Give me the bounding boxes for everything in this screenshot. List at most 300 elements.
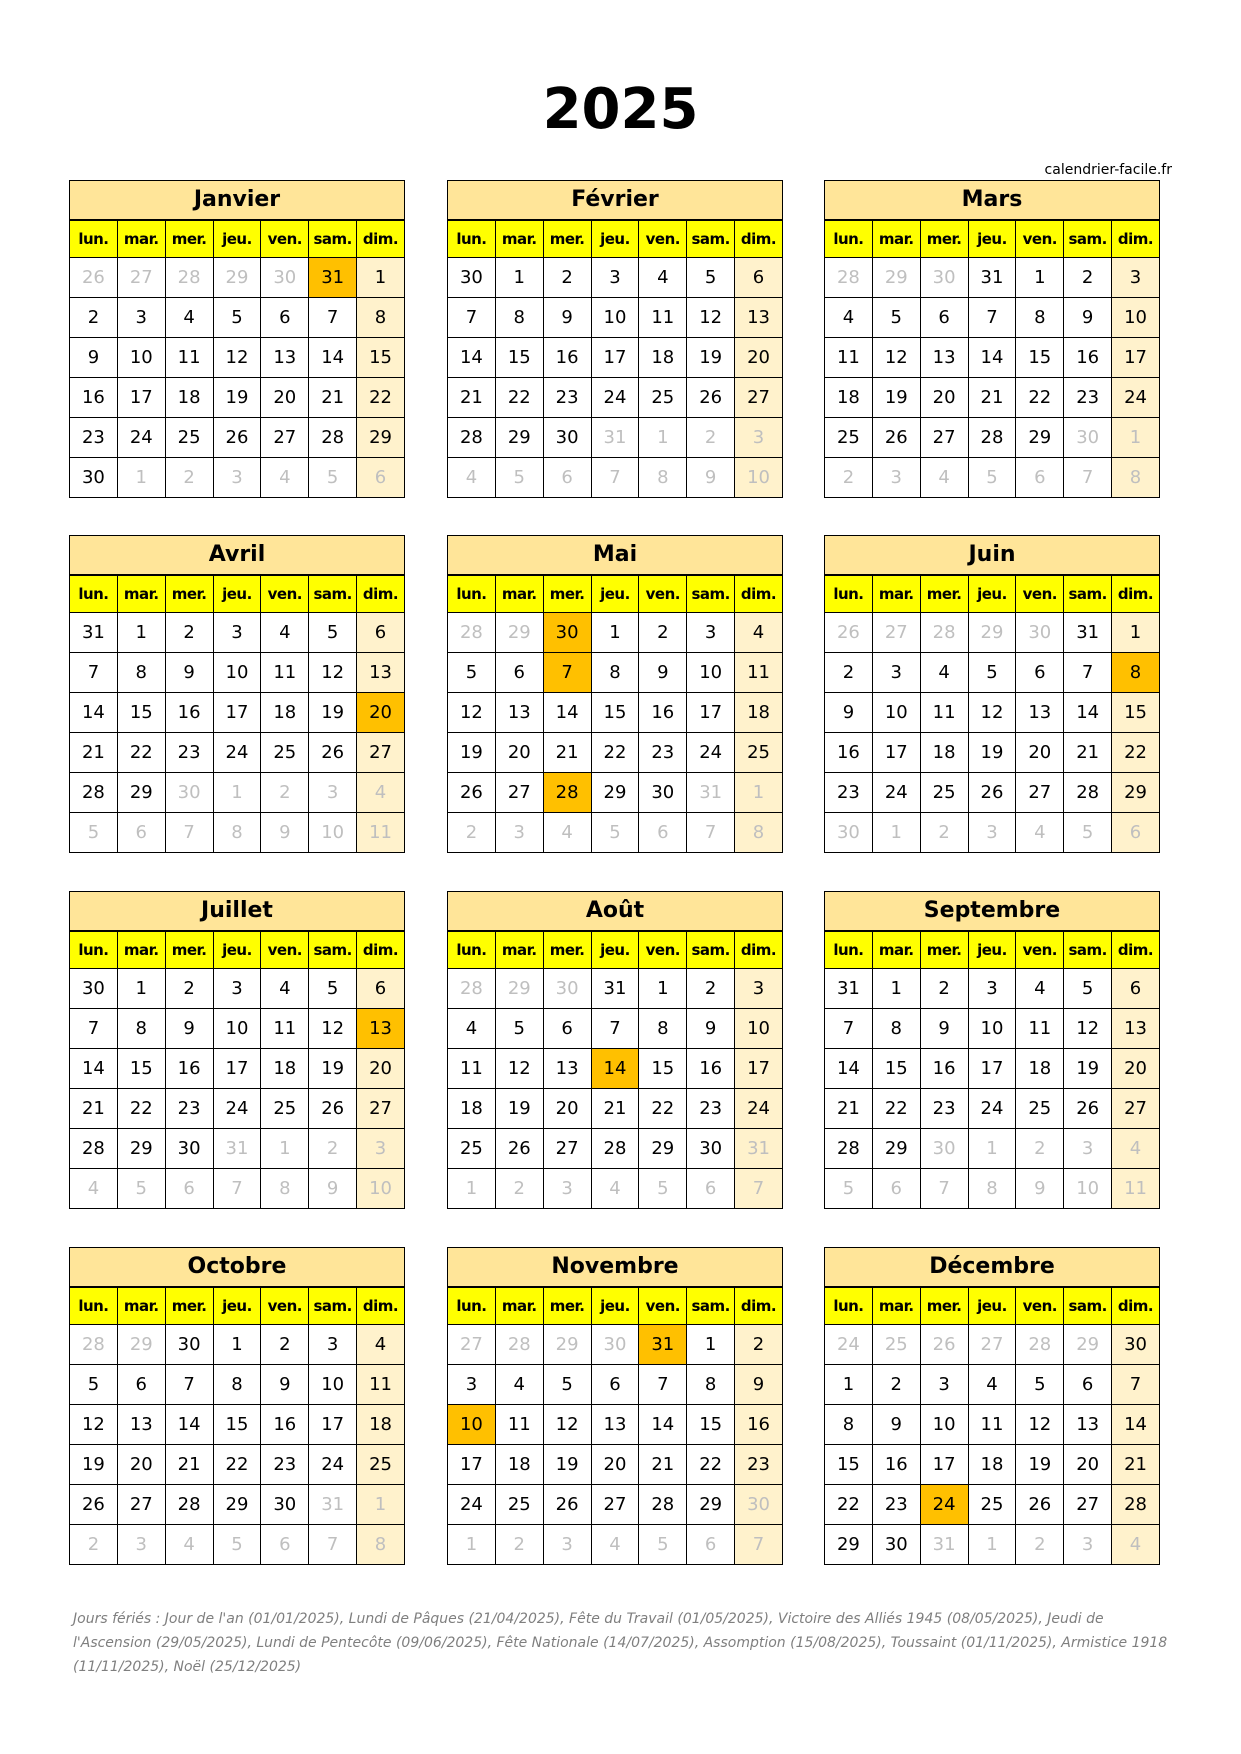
week-row <box>448 378 783 418</box>
day-cell: 12 <box>495 1049 543 1089</box>
week-row <box>825 1129 1160 1169</box>
week-row <box>825 613 1160 653</box>
week-row <box>70 1089 405 1129</box>
day-cell: 27 <box>920 418 968 458</box>
day-cell: 14 <box>1112 1405 1160 1445</box>
day-cell: 29 <box>213 1485 261 1525</box>
holiday-cell: 20 <box>357 693 405 733</box>
weekday-header: lun. <box>70 221 118 258</box>
day-cell: 1 <box>357 258 405 298</box>
day-cell: 7 <box>70 653 118 693</box>
month-5 <box>447 535 783 853</box>
day-cell: 23 <box>920 1089 968 1129</box>
day-cell: 29 <box>495 418 543 458</box>
week-row <box>70 733 405 773</box>
day-cell: 3 <box>920 1365 968 1405</box>
day-cell: 13 <box>1112 1009 1160 1049</box>
day-cell: 10 <box>687 653 735 693</box>
week-row <box>825 378 1160 418</box>
weekday-header: jeu. <box>591 221 639 258</box>
day-cell: 15 <box>872 1049 920 1089</box>
day-cell: 11 <box>261 653 309 693</box>
day-cell: 22 <box>687 1445 735 1485</box>
week-row <box>70 338 405 378</box>
adjacent-day-cell: 6 <box>639 813 687 853</box>
adjacent-day-cell: 28 <box>70 1325 118 1365</box>
adjacent-day-cell: 2 <box>825 458 873 498</box>
day-cell: 16 <box>639 693 687 733</box>
adjacent-day-cell: 4 <box>591 1169 639 1209</box>
day-cell: 27 <box>261 418 309 458</box>
day-cell: 3 <box>213 613 261 653</box>
day-cell: 8 <box>213 1365 261 1405</box>
weekday-header: sam. <box>1064 576 1112 613</box>
adjacent-day-cell: 31 <box>920 1525 968 1565</box>
day-cell: 24 <box>872 773 920 813</box>
day-cell: 22 <box>495 378 543 418</box>
day-cell: 7 <box>70 1009 118 1049</box>
day-cell: 22 <box>825 1485 873 1525</box>
holiday-cell: 24 <box>920 1485 968 1525</box>
day-cell: 25 <box>920 773 968 813</box>
week-row <box>825 733 1160 773</box>
adjacent-day-cell: 2 <box>165 458 213 498</box>
day-cell: 22 <box>117 1089 165 1129</box>
day-cell: 25 <box>448 1129 496 1169</box>
month-12 <box>824 1247 1160 1565</box>
site-credit: calendrier-facile.fr <box>1044 162 1172 178</box>
day-cell: 25 <box>261 1089 309 1129</box>
weekday-header: jeu. <box>968 221 1016 258</box>
weekday-header: ven. <box>261 932 309 969</box>
day-cell: 21 <box>543 733 591 773</box>
day-cell: 20 <box>735 338 783 378</box>
adjacent-day-cell: 30 <box>165 773 213 813</box>
day-cell: 2 <box>872 1365 920 1405</box>
day-cell: 4 <box>357 1325 405 1365</box>
weekday-header: lun. <box>448 221 496 258</box>
day-cell: 28 <box>165 1485 213 1525</box>
day-cell: 23 <box>825 773 873 813</box>
day-cell: 26 <box>872 418 920 458</box>
weekday-header: mer. <box>920 576 968 613</box>
adjacent-day-cell: 29 <box>543 1325 591 1365</box>
weekday-header: ven. <box>639 576 687 613</box>
day-cell: 15 <box>687 1405 735 1445</box>
weekday-header: sam. <box>687 932 735 969</box>
adjacent-day-cell: 5 <box>117 1169 165 1209</box>
day-cell: 21 <box>70 733 118 773</box>
adjacent-day-cell: 29 <box>495 969 543 1009</box>
day-cell: 18 <box>495 1445 543 1485</box>
holiday-cell: 31 <box>639 1325 687 1365</box>
day-cell: 17 <box>735 1049 783 1089</box>
day-cell: 21 <box>1064 733 1112 773</box>
day-cell: 27 <box>591 1485 639 1525</box>
day-cell: 17 <box>117 378 165 418</box>
day-cell: 29 <box>687 1485 735 1525</box>
week-row <box>448 613 783 653</box>
day-cell: 5 <box>1064 969 1112 1009</box>
day-cell: 11 <box>639 298 687 338</box>
month-grid <box>824 575 1160 853</box>
week-row <box>825 1089 1160 1129</box>
week-row <box>70 1525 405 1565</box>
day-cell: 25 <box>165 418 213 458</box>
weekday-header: mar. <box>872 932 920 969</box>
day-cell: 21 <box>70 1089 118 1129</box>
day-cell: 31 <box>825 969 873 1009</box>
weekday-header: sam. <box>309 221 357 258</box>
day-cell: 10 <box>591 298 639 338</box>
adjacent-day-cell: 1 <box>261 1129 309 1169</box>
day-cell: 30 <box>1112 1325 1160 1365</box>
day-cell: 9 <box>872 1405 920 1445</box>
day-cell: 27 <box>117 1485 165 1525</box>
month-title: Septembre <box>824 891 1160 931</box>
day-cell: 19 <box>213 378 261 418</box>
day-cell: 23 <box>543 378 591 418</box>
adjacent-day-cell: 3 <box>357 1129 405 1169</box>
month-8 <box>447 891 783 1209</box>
weekday-header: ven. <box>261 576 309 613</box>
adjacent-day-cell: 28 <box>448 613 496 653</box>
month-title: Août <box>447 891 783 931</box>
day-cell: 19 <box>70 1445 118 1485</box>
day-cell: 4 <box>448 1009 496 1049</box>
month-1 <box>69 180 405 498</box>
week-row <box>825 338 1160 378</box>
weekday-header: jeu. <box>591 932 639 969</box>
adjacent-day-cell: 30 <box>261 258 309 298</box>
day-cell: 11 <box>825 338 873 378</box>
day-cell: 21 <box>591 1089 639 1129</box>
day-cell: 13 <box>117 1405 165 1445</box>
day-cell: 6 <box>1016 653 1064 693</box>
day-cell: 2 <box>735 1325 783 1365</box>
adjacent-day-cell: 7 <box>1064 458 1112 498</box>
weekday-header: jeu. <box>591 1288 639 1325</box>
weekday-header: jeu. <box>213 932 261 969</box>
day-cell: 12 <box>448 693 496 733</box>
day-cell: 16 <box>543 338 591 378</box>
day-cell: 7 <box>825 1009 873 1049</box>
day-cell: 8 <box>687 1365 735 1405</box>
day-cell: 27 <box>735 378 783 418</box>
day-cell: 20 <box>1016 733 1064 773</box>
adjacent-day-cell: 6 <box>165 1169 213 1209</box>
month-grid <box>824 1287 1160 1565</box>
adjacent-day-cell: 27 <box>872 613 920 653</box>
day-cell: 21 <box>968 378 1016 418</box>
day-cell: 13 <box>1064 1405 1112 1445</box>
day-cell: 24 <box>309 1445 357 1485</box>
weekday-header: mar. <box>495 932 543 969</box>
week-row <box>825 1325 1160 1365</box>
day-cell: 6 <box>117 1365 165 1405</box>
adjacent-day-cell: 30 <box>920 258 968 298</box>
day-cell: 30 <box>872 1525 920 1565</box>
day-cell: 18 <box>968 1445 1016 1485</box>
week-row <box>70 1009 405 1049</box>
adjacent-day-cell: 8 <box>639 458 687 498</box>
day-cell: 7 <box>448 298 496 338</box>
month-grid <box>447 220 783 498</box>
day-cell: 20 <box>261 378 309 418</box>
day-cell: 30 <box>70 458 118 498</box>
day-cell: 10 <box>309 1365 357 1405</box>
weekday-header: dim. <box>1112 1288 1160 1325</box>
day-cell: 20 <box>117 1445 165 1485</box>
week-row <box>70 653 405 693</box>
weekday-header: mar. <box>872 221 920 258</box>
day-cell: 23 <box>165 1089 213 1129</box>
adjacent-day-cell: 4 <box>920 458 968 498</box>
adjacent-day-cell: 3 <box>543 1525 591 1565</box>
day-cell: 22 <box>213 1445 261 1485</box>
week-row <box>825 1405 1160 1445</box>
day-cell: 16 <box>825 733 873 773</box>
adjacent-day-cell: 1 <box>1112 418 1160 458</box>
week-row <box>70 1129 405 1169</box>
day-cell: 22 <box>117 733 165 773</box>
day-cell: 7 <box>639 1365 687 1405</box>
day-cell: 21 <box>825 1089 873 1129</box>
day-cell: 15 <box>357 338 405 378</box>
week-row <box>448 1405 783 1445</box>
day-cell: 5 <box>309 969 357 1009</box>
day-cell: 30 <box>639 773 687 813</box>
weekday-header: lun. <box>825 221 873 258</box>
day-cell: 14 <box>968 338 1016 378</box>
adjacent-day-cell: 28 <box>920 613 968 653</box>
weekday-header: jeu. <box>213 1288 261 1325</box>
holiday-cell: 14 <box>591 1049 639 1089</box>
day-cell: 11 <box>1016 1009 1064 1049</box>
week-row <box>70 458 405 498</box>
day-cell: 28 <box>309 418 357 458</box>
adjacent-day-cell: 5 <box>70 813 118 853</box>
day-cell: 31 <box>591 969 639 1009</box>
day-cell: 2 <box>261 1325 309 1365</box>
adjacent-day-cell: 2 <box>70 1525 118 1565</box>
day-cell: 1 <box>495 258 543 298</box>
day-cell: 2 <box>165 969 213 1009</box>
holiday-cell: 7 <box>543 653 591 693</box>
day-cell: 9 <box>1064 298 1112 338</box>
day-cell: 4 <box>261 613 309 653</box>
day-cell: 13 <box>495 693 543 733</box>
day-cell: 3 <box>735 969 783 1009</box>
day-cell: 28 <box>70 1129 118 1169</box>
day-cell: 3 <box>1112 258 1160 298</box>
day-cell: 9 <box>735 1365 783 1405</box>
weekday-header: lun. <box>70 932 118 969</box>
weekday-header: lun. <box>825 1288 873 1325</box>
weekday-header: mar. <box>117 1288 165 1325</box>
day-cell: 1 <box>639 969 687 1009</box>
adjacent-day-cell: 3 <box>213 458 261 498</box>
day-cell: 23 <box>639 733 687 773</box>
day-cell: 29 <box>117 773 165 813</box>
weekday-header: mar. <box>117 576 165 613</box>
day-cell: 2 <box>639 613 687 653</box>
adjacent-day-cell: 10 <box>1064 1169 1112 1209</box>
day-cell: 13 <box>735 298 783 338</box>
week-row <box>70 378 405 418</box>
day-cell: 6 <box>735 258 783 298</box>
adjacent-day-cell: 2 <box>687 418 735 458</box>
weekday-header: ven. <box>639 221 687 258</box>
month-grid <box>69 575 405 853</box>
month-11 <box>447 1247 783 1565</box>
adjacent-day-cell: 4 <box>165 1525 213 1565</box>
weekday-header: dim. <box>1112 221 1160 258</box>
adjacent-day-cell: 28 <box>495 1325 543 1365</box>
day-cell: 7 <box>165 1365 213 1405</box>
adjacent-day-cell: 2 <box>448 813 496 853</box>
day-cell: 24 <box>968 1089 1016 1129</box>
day-cell: 23 <box>70 418 118 458</box>
day-cell: 16 <box>165 1049 213 1089</box>
adjacent-day-cell: 9 <box>309 1169 357 1209</box>
adjacent-day-cell: 5 <box>639 1169 687 1209</box>
weekday-header: dim. <box>1112 576 1160 613</box>
holiday-cell: 31 <box>309 258 357 298</box>
day-cell: 30 <box>70 969 118 1009</box>
day-cell: 26 <box>309 1089 357 1129</box>
calendar-year-title: 2025 <box>542 77 699 142</box>
weekday-header: dim. <box>735 932 783 969</box>
day-cell: 17 <box>309 1405 357 1445</box>
week-row <box>70 418 405 458</box>
adjacent-day-cell: 10 <box>309 813 357 853</box>
day-cell: 10 <box>1112 298 1160 338</box>
adjacent-day-cell: 25 <box>872 1325 920 1365</box>
day-cell: 13 <box>920 338 968 378</box>
day-cell: 7 <box>309 298 357 338</box>
day-cell: 28 <box>70 773 118 813</box>
week-row <box>825 458 1160 498</box>
day-cell: 3 <box>117 298 165 338</box>
adjacent-day-cell: 27 <box>968 1325 1016 1365</box>
day-cell: 21 <box>639 1445 687 1485</box>
week-row <box>825 418 1160 458</box>
adjacent-day-cell: 30 <box>543 969 591 1009</box>
adjacent-day-cell: 1 <box>448 1169 496 1209</box>
day-cell: 22 <box>357 378 405 418</box>
weekday-header: dim. <box>357 576 405 613</box>
adjacent-day-cell: 4 <box>591 1525 639 1565</box>
day-cell: 6 <box>357 613 405 653</box>
weekday-header: dim. <box>357 932 405 969</box>
day-cell: 24 <box>735 1089 783 1129</box>
day-cell: 5 <box>309 613 357 653</box>
adjacent-day-cell: 7 <box>213 1169 261 1209</box>
adjacent-day-cell: 5 <box>639 1525 687 1565</box>
adjacent-day-cell: 1 <box>968 1525 1016 1565</box>
day-cell: 14 <box>309 338 357 378</box>
day-cell: 9 <box>825 693 873 733</box>
month-9 <box>824 891 1160 1209</box>
adjacent-day-cell: 28 <box>448 969 496 1009</box>
adjacent-day-cell: 1 <box>357 1485 405 1525</box>
day-cell: 16 <box>872 1445 920 1485</box>
day-cell: 15 <box>117 1049 165 1089</box>
day-cell: 26 <box>968 773 1016 813</box>
day-cell: 9 <box>165 1009 213 1049</box>
adjacent-day-cell: 26 <box>920 1325 968 1365</box>
day-cell: 18 <box>735 693 783 733</box>
day-cell: 27 <box>1016 773 1064 813</box>
month-grid <box>824 931 1160 1209</box>
holiday-cell: 10 <box>448 1405 496 1445</box>
weekday-header: sam. <box>687 221 735 258</box>
day-cell: 16 <box>920 1049 968 1089</box>
week-row <box>448 969 783 1009</box>
day-cell: 21 <box>1112 1445 1160 1485</box>
weekday-header: lun. <box>825 932 873 969</box>
weekday-header: dim. <box>357 221 405 258</box>
day-cell: 23 <box>261 1445 309 1485</box>
day-cell: 20 <box>1064 1445 1112 1485</box>
weekday-header: sam. <box>309 1288 357 1325</box>
adjacent-day-cell: 4 <box>543 813 591 853</box>
adjacent-day-cell: 5 <box>1064 813 1112 853</box>
day-cell: 3 <box>448 1365 496 1405</box>
week-row <box>448 258 783 298</box>
month-grid <box>447 575 783 853</box>
day-cell: 14 <box>639 1405 687 1445</box>
day-cell: 10 <box>213 1009 261 1049</box>
weekday-header: sam. <box>1064 932 1112 969</box>
adjacent-day-cell: 6 <box>543 458 591 498</box>
weekday-header: lun. <box>448 1288 496 1325</box>
day-cell: 21 <box>165 1445 213 1485</box>
day-cell: 22 <box>1016 378 1064 418</box>
weekday-header: dim. <box>735 221 783 258</box>
weekday-header: mar. <box>872 576 920 613</box>
day-cell: 28 <box>825 1129 873 1169</box>
week-row <box>448 1129 783 1169</box>
day-cell: 10 <box>213 653 261 693</box>
day-cell: 4 <box>495 1365 543 1405</box>
day-cell: 14 <box>165 1405 213 1445</box>
weekday-header: jeu. <box>968 1288 1016 1325</box>
day-cell: 2 <box>1064 258 1112 298</box>
day-cell: 8 <box>825 1405 873 1445</box>
day-cell: 13 <box>543 1049 591 1089</box>
week-row <box>825 969 1160 1009</box>
adjacent-day-cell: 9 <box>687 458 735 498</box>
adjacent-day-cell: 5 <box>591 813 639 853</box>
day-cell: 31 <box>70 613 118 653</box>
day-cell: 8 <box>117 1009 165 1049</box>
day-cell: 29 <box>872 1129 920 1169</box>
day-cell: 27 <box>543 1129 591 1169</box>
holidays-note: Jours fériés : Jour de l'an (01/01/2025), Lundi de Pâques (21/04/2025), Fête du Travail (01/05/2025), Victoire des Alliés 1945 (08/05/2025), Jeudi de l'Ascension (29/05/2025), Lundi de Pentecôte (09/06/2025), Fête Nationale (14/07/2025), Assomption (15/08/2025), Toussaint (01/11/2025), Armistice 1918 (11/11/2025), Noël (25/12/2025) <box>73 1611 1168 1675</box>
day-cell: 31 <box>1064 613 1112 653</box>
weekday-header: jeu. <box>591 576 639 613</box>
adjacent-day-cell: 2 <box>309 1129 357 1169</box>
day-cell: 14 <box>70 1049 118 1089</box>
week-row <box>70 1365 405 1405</box>
day-cell: 3 <box>591 258 639 298</box>
month-grid <box>447 931 783 1209</box>
week-row <box>70 1405 405 1445</box>
day-cell: 17 <box>872 733 920 773</box>
day-cell: 6 <box>357 969 405 1009</box>
